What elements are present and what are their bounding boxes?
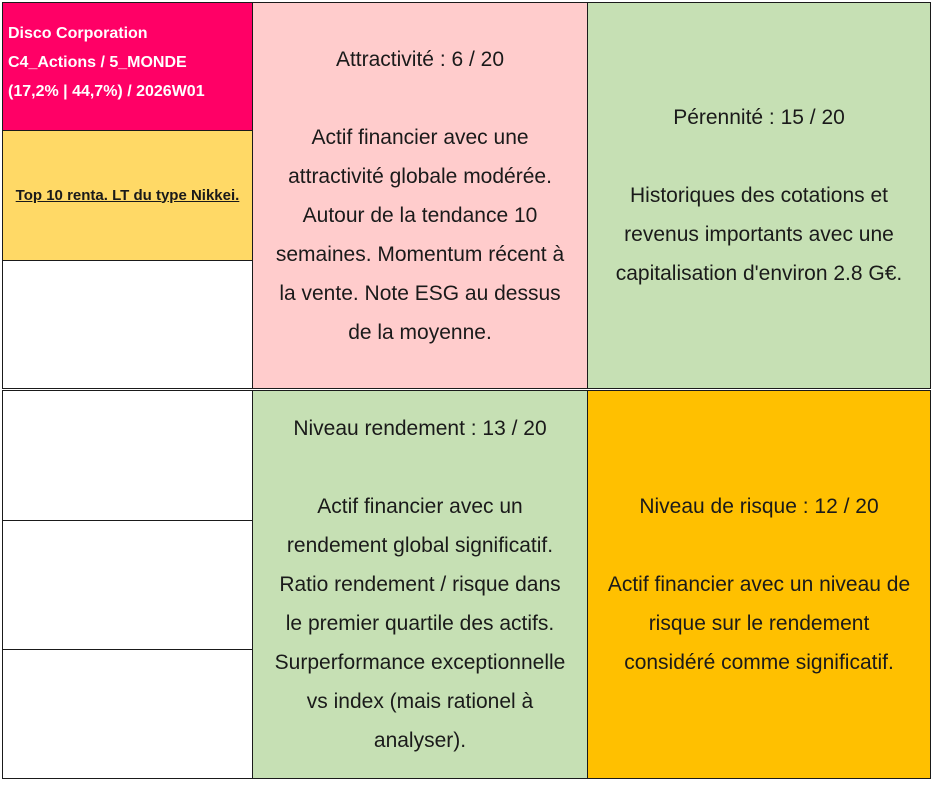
perennite-title: Pérennité : 15 / 20 (673, 106, 845, 129)
attractivite-title: Attractivité : 6 / 20 (335, 47, 505, 71)
rendement-line: Surperformance exceptionnelle (274, 651, 566, 674)
empty-cell-4 (2, 649, 253, 779)
asset-stats: (17,2% | 44,7%) / 2026W01 (8, 83, 205, 100)
asset-category: C4_Actions / 5_MONDE (8, 54, 187, 71)
rendement-line: Ratio rendement / risque dans (279, 573, 561, 596)
risque-cell (587, 390, 931, 779)
empty-cell-3 (2, 520, 253, 650)
rendement-line: le premier quartile des actifs. (285, 612, 555, 635)
asset-name: Disco Corporation (8, 25, 148, 42)
asset-title-cell (2, 2, 253, 131)
risque-title: Niveau de risque : 12 / 20 (639, 495, 879, 518)
attractivite-line: de la moyenne. (348, 320, 492, 344)
rendement-line: Actif financier avec un (317, 495, 523, 518)
attractivite-line: Actif financier avec une (311, 125, 529, 149)
ranking-cell (2, 130, 253, 261)
attractivite-line: semaines. Momentum récent à (275, 242, 565, 266)
risque-line: risque sur le rendement (648, 612, 870, 635)
perennite-cell (587, 2, 931, 389)
risque-line: Actif financier avec un niveau de (607, 573, 911, 596)
attractivite-line: attractivité globale modérée. (288, 164, 552, 188)
attractivite-line: la vente. Note ESG au dessus (279, 281, 561, 305)
ranking-text: Top 10 renta. LT du type Nikkei. (15, 186, 240, 204)
perennite-line: revenus importants avec une (624, 223, 894, 246)
empty-cell-2 (2, 390, 253, 521)
rendement-line: rendement global significatif. (286, 534, 554, 557)
attractivite-line: Autour de la tendance 10 (302, 203, 538, 227)
rendement-cell (252, 390, 588, 779)
empty-cell-1 (2, 260, 253, 389)
risque-line: considéré comme significatif. (624, 651, 894, 674)
perennite-line: Historiques des cotations et (630, 184, 888, 207)
attractivite-cell (252, 2, 588, 389)
rendement-title: Niveau rendement : 13 / 20 (293, 417, 547, 440)
rendement-line: analyser). (373, 729, 467, 752)
perennite-line: capitalisation d'environ 2.8 G€. (615, 262, 903, 285)
rendement-line: vs index (mais rationel à (306, 690, 534, 713)
